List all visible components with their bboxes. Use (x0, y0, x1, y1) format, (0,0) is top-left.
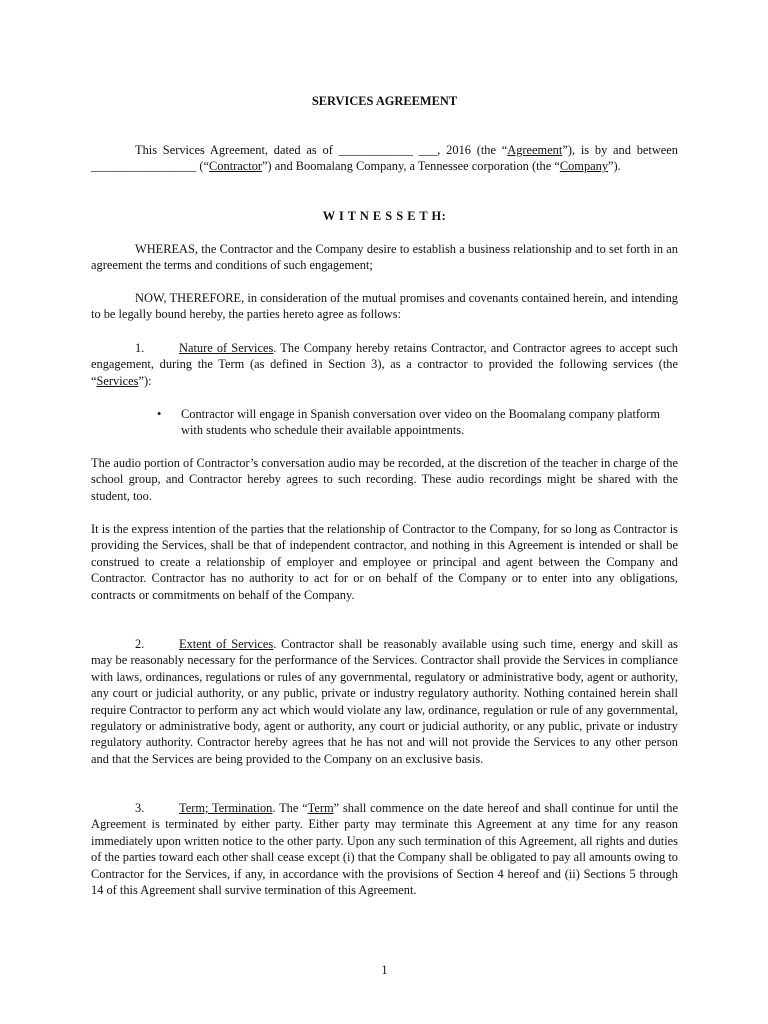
defined-term-company: Company (559, 159, 609, 174)
section-1-text-end: ”): (138, 373, 152, 388)
section-2-heading: Extent of Services (179, 637, 274, 651)
defined-term-agreement: Agreement (507, 143, 563, 157)
section-3-text-end: ” shall commence on the date hereof and shall continue for until the Agreement is terminated by either party. Either party may terminate this Agreement at any time for any reason immediately upon written notice to the other party. Upon any such termination of this Agreement, all rights and duties of the parties toward each other shall cease except (i) that the Company shall be obligated to pay all amounts owing to Contractor for the Services, if any, in accordance with the provisions of Section 4 hereof and (ii) Sections 5 through 14 of this Agreement shall survive termination of this Agreement. (91, 801, 678, 898)
section-1-paragraph (91, 340, 678, 389)
defined-term-services: Services (96, 373, 139, 388)
whereas-paragraph (91, 241, 678, 274)
section-1-number: 1. (135, 341, 145, 355)
services-bullet-text: Contractor will engage in Spanish conversation over video on the Boomalang company platform with students who schedule their available appointments. (181, 407, 660, 438)
section-2-number: 2. (135, 637, 145, 651)
bullet-icon: • (157, 407, 162, 421)
services-bullet-item (91, 406, 678, 440)
section-1-heading: Nature of Services (179, 341, 274, 355)
defined-term-term: Term (307, 801, 334, 815)
intro-text-1: This Services Agreement, dated as of ____________ ___, 2016 (the “ (135, 143, 508, 157)
intro-text-3: ”) and Boomalang Company, a Tennessee corporation (the “ (262, 159, 560, 174)
intro-paragraph (91, 142, 678, 175)
section-1-text: . The Company hereby retains Contractor, and Contractor agrees to accept such engagement, during the Term (as defined in Section 3), as a contractor to provided the following services (the “ (91, 341, 678, 388)
audio-paragraph: The audio portion of Contractor’s conversation audio may be recorded, at the discretion of the teacher in charge of the school group, and Contractor hereby agrees to such recording. These audio recordings might be shared with the student, too. (91, 456, 678, 503)
section-2-paragraph (91, 636, 678, 767)
witnesseth-heading: W I T N E S S E T H: (322, 209, 447, 223)
section-3-heading: Term; Termination (179, 801, 273, 815)
intro-text-4: ”). (608, 159, 621, 174)
now-therefore-text: NOW, THEREFORE, in consideration of the mutual promises and covenants contained herein, and intending to be legally bound hereby, the parties hereto agree as follows: (91, 291, 678, 322)
defined-term-contractor: Contractor (209, 159, 263, 174)
section-3-number: 3. (135, 801, 145, 815)
section-3-text: . The “ (272, 801, 308, 815)
section-3-paragraph (91, 800, 678, 898)
page-number: 1 (381, 963, 388, 977)
now-therefore-paragraph (91, 290, 678, 323)
intro-text-2: ”), is by and between _________________ (“ (91, 143, 678, 174)
section-2-text: . Contractor shall be reasonably available using such time, energy and skill as may be reasonably necessary for the performance of the Services. Contractor shall provide the Services in compliance with laws, ordinances, regulations or rules of any governmental, regulatory or administrative body, agent or authority, any court or judicial authority, or any public, private or industry regulatory authority. Nothing contained herein shall require Contractor to perform any act which would violate any law, ordinance, regulation or rule of any governmental, regulatory or administrative body, agent or authority, any court or judicial authority, or any public, private or industry regulatory authority. Contractor hereby agrees that he has not and will not provide the Services to any other person and that the Services are being provided to the Company on an exclusive basis. (91, 637, 679, 766)
whereas-text: WHEREAS, the Contractor and the Company desire to establish a business relationship and to set forth in an agreement the terms and conditions of such engagement; (91, 242, 678, 273)
document-title: SERVICES AGREEMENT (311, 94, 458, 108)
intention-paragraph: It is the express intention of the parties that the relationship of Contractor to the Company, for so long as Contractor is providing the Services, shall be that of independent contractor, and nothing in this Agreement is intended or shall be construed to create a relationship of employer and employee or principal and agent between the Company and Contractor. Contractor has no authority to act for or on behalf of the Company or to enter into any obligations, contracts or commitments on behalf of the Company. (91, 522, 678, 602)
